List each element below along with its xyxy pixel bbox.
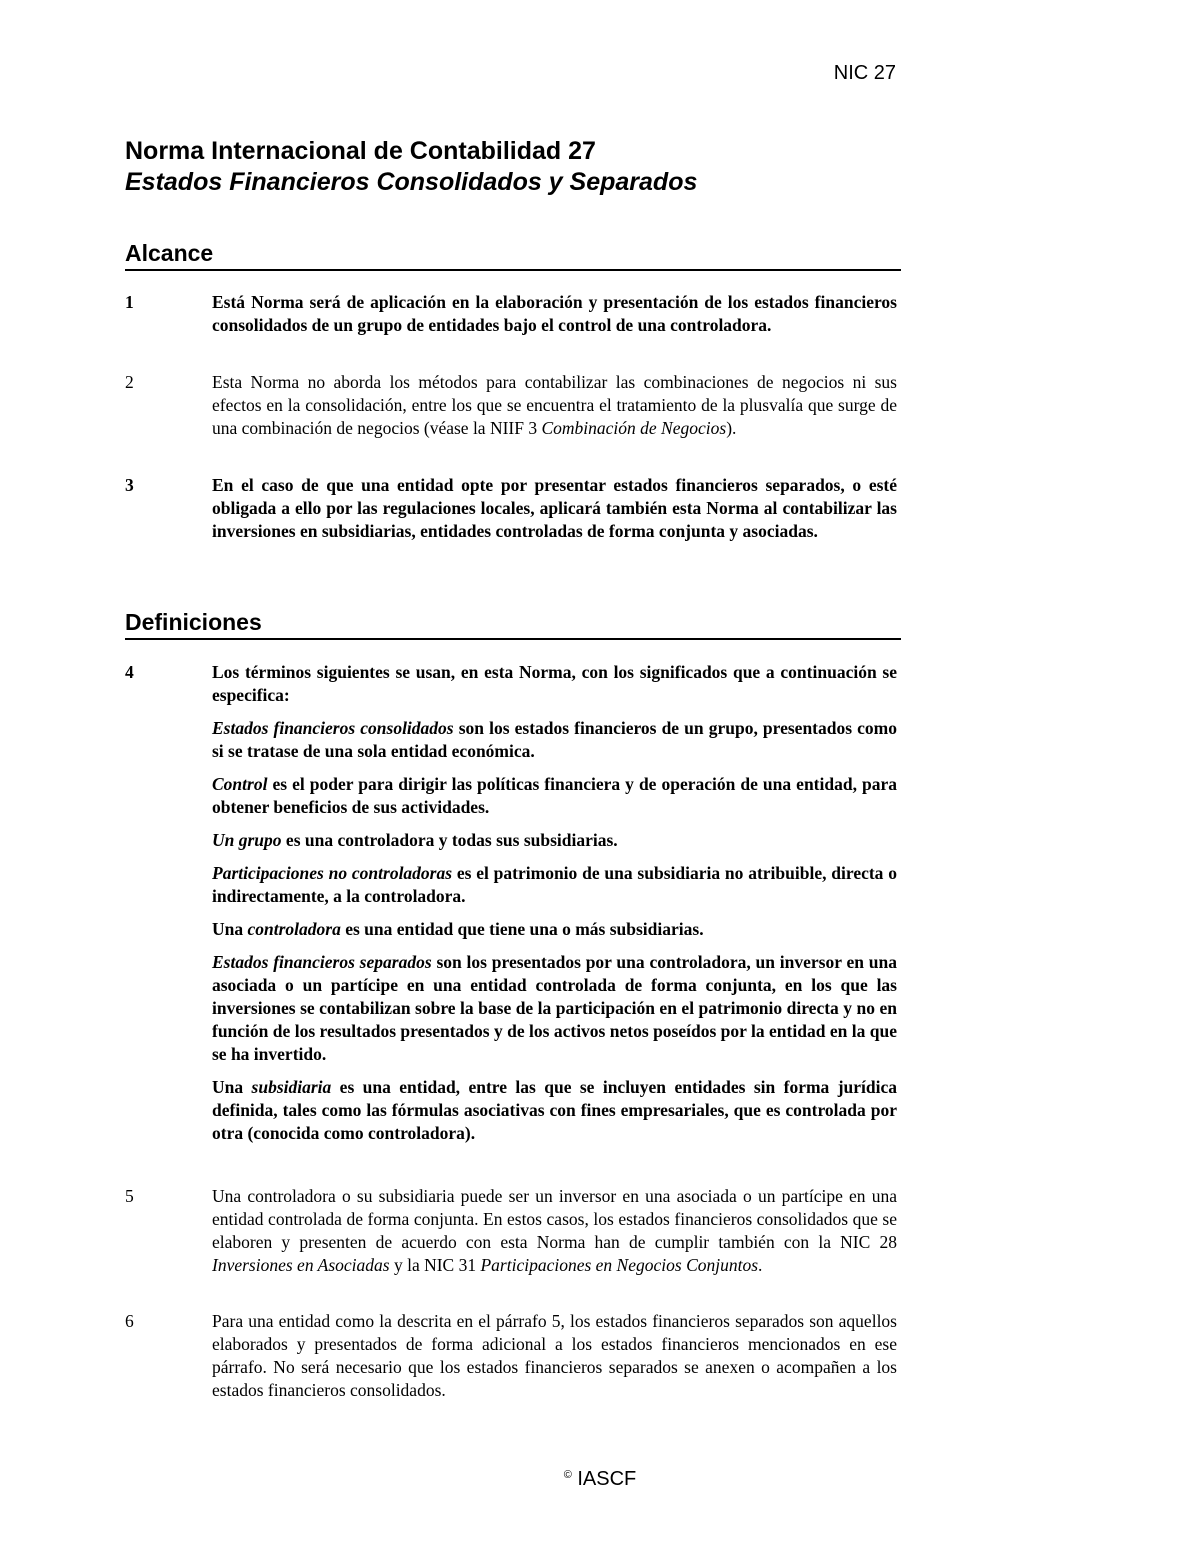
- paragraph-2: [125, 371, 901, 440]
- definition-item: Una subsidiaria es una entidad, entre las que se incluyen entidades sin forma jurídica definida, tales como las fórmulas asociativas con fines empresariales, que es controlada por otra (conocida como controladora).: [212, 1077, 898, 1143]
- paragraph-number: 5: [125, 1186, 134, 1206]
- paragraph-number: 1: [125, 292, 134, 312]
- definition-term: controladora: [247, 919, 341, 939]
- definition-item: Estados financieros separados son los presentados por una controladora, un inversor en una asociada o un partícipe en una entidad controlada de forma conjunta, en los que las inversiones se contabilizan sobre la base de la participación en el patrimonio directa y no en función de los resultados presentados y de los activos netos poseídos por la entidad en la que se ha invertido.: [212, 952, 897, 1064]
- definition-term: Participaciones no controladoras: [212, 863, 453, 883]
- definition-item: Participaciones no controladoras es el patrimonio de una subsidiaria no atribuible, directa o indirectamente, a la controladora.: [212, 863, 897, 906]
- page-footer: [0, 1468, 1200, 1491]
- definition-term: Un grupo: [212, 830, 282, 850]
- paragraph-number: 6: [125, 1311, 134, 1331]
- paragraph-number: 4: [125, 662, 134, 682]
- footer-org: IASCF: [577, 1468, 637, 1490]
- title-subtitle: Estados Financieros Consolidados y Separados: [125, 168, 698, 196]
- paragraph-text: Una controladora o su subsidiaria puede ser un inversor en una asociada o un partícipe en una entidad controlada de forma conjunta. En estos casos, los estados financieros consolidados que se elaboren y presenten de acuerdo con esta Norma han de cumplir también con la NIC 28 Inversiones en Asociadas y la NIC 31 Participaciones en Negocios Conjuntos.: [212, 1186, 897, 1275]
- definition-term: Estados financieros consolidados: [212, 718, 454, 738]
- running-head: NIC 27: [833, 62, 896, 84]
- definition-term: Control: [212, 774, 268, 794]
- paragraph-number: 3: [125, 475, 134, 495]
- definition-term: Estados financieros separados: [212, 952, 432, 972]
- definition-item: Estados financieros consolidados son los estados financieros de un grupo, presentados como si se tratase de una sola entidad económica.: [212, 718, 897, 761]
- paragraph-4: [125, 661, 901, 1145]
- paragraph-6: [125, 1310, 901, 1402]
- paragraph-text: Está Norma será de aplicación en la elaboración y presentación de los estados financieros consolidados de un grupo de entidades bajo el control de una controladora.: [212, 292, 897, 335]
- paragraph-3: [125, 474, 901, 543]
- paragraph-text: Para una entidad como la descrita en el párrafo 5, los estados financieros separados son aquellos elaborados y presentados de forma adicional a los estados financieros mencionados en ese párrafo. No será necesario que los estados financieros separados se anexen o acompañen a los estados financieros consolidados.: [212, 1311, 897, 1400]
- paragraph-1: [125, 291, 901, 337]
- paragraph-text: Esta Norma no aborda los métodos para contabilizar las combinaciones de negocios ni sus efectos en la consolidación, entre los que se encuentra el tratamiento de la plusvalía que surge de una combinación de negocios (véase la NIIF 3 Combinación de Negocios).: [212, 372, 897, 438]
- title-main: Norma Internacional de Contabilidad 27: [125, 137, 596, 165]
- definition-term: subsidiaria: [251, 1077, 332, 1097]
- section-heading-alcance: Alcance: [125, 239, 901, 271]
- paragraph-text: En el caso de que una entidad opte por presentar estados financieros separados, o esté obligada a ello por las regulaciones locales, aplicará también esta Norma al contabilizar las inversiones en subsidiarias, entidades controladas de forma conjunta y asociadas.: [212, 475, 897, 541]
- definition-item: Un grupo es una controladora y todas sus subsidiarias.: [212, 830, 618, 850]
- paragraph-intro: Los términos siguientes se usan, en esta Norma, con los significados que a continuación se especifica:: [212, 662, 897, 705]
- definitions-list: [212, 717, 897, 1145]
- document-title: [125, 136, 697, 198]
- section-heading-definiciones: Definiciones: [125, 608, 901, 640]
- paragraph-5: [125, 1185, 901, 1277]
- paragraph-number: 2: [125, 372, 134, 392]
- definition-item: Una controladora es una entidad que tiene una o más subsidiarias.: [212, 919, 704, 939]
- copyright-symbol: ©: [563, 1469, 572, 1481]
- definition-item: Control es el poder para dirigir las políticas financiera y de operación de una entidad, para obtener beneficios de sus actividades.: [212, 774, 897, 817]
